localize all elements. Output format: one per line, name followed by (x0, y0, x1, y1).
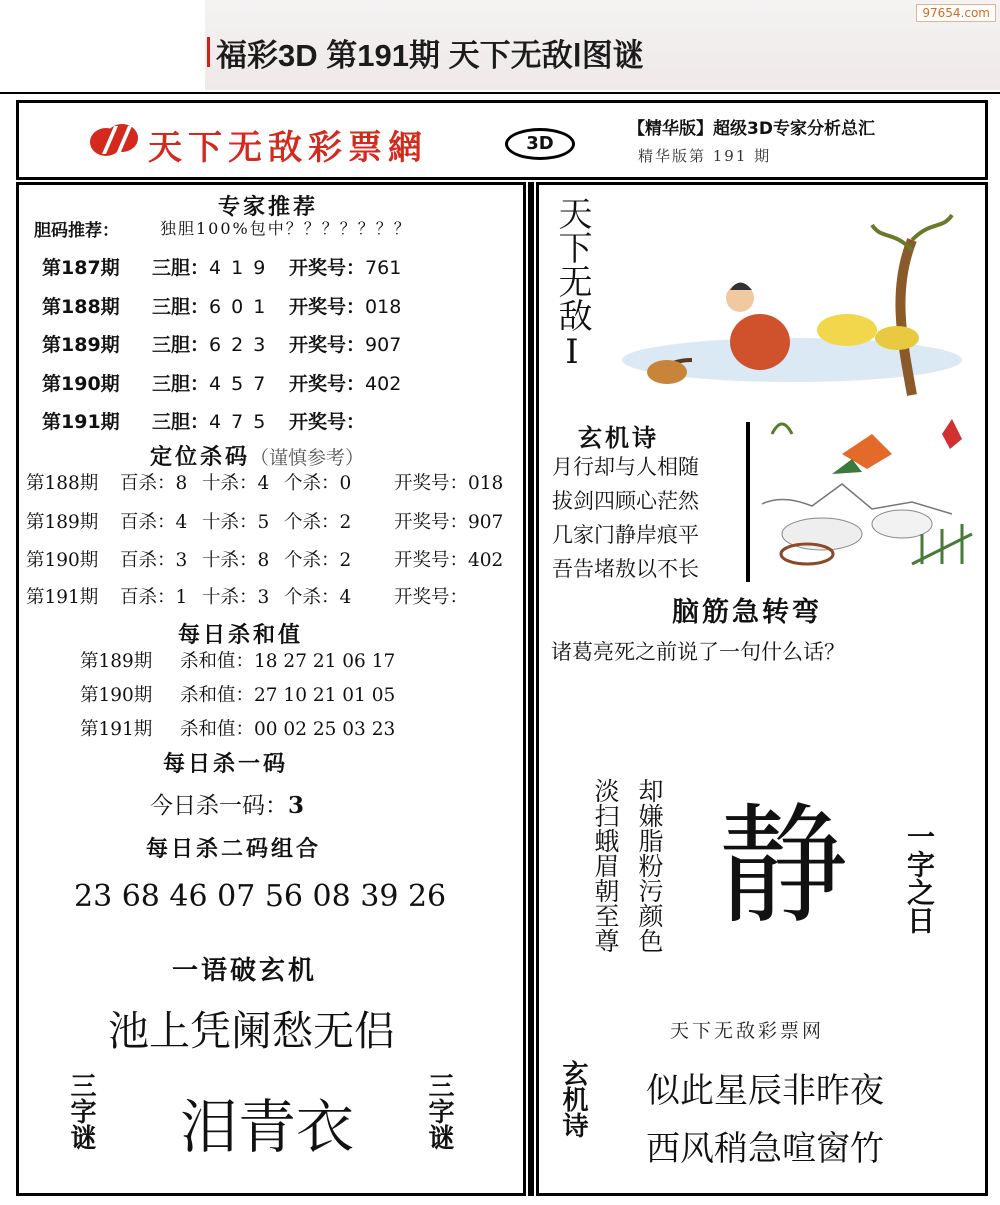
sum-kill-row (80, 647, 395, 673)
poem-line: 拔剑四顾心茫然 (552, 489, 699, 513)
units-kill: 个杀：2 (284, 550, 352, 571)
sum-kill-title: 每日杀和值 (178, 623, 304, 648)
hundreds-kill: 百杀：1 (120, 587, 188, 608)
tens-kill: 十杀：4 (202, 473, 270, 494)
units-kill: 个杀：2 (284, 512, 352, 533)
expert-row (42, 369, 401, 396)
verse-column: 淡扫蛾眉朝至尊 (591, 778, 620, 953)
period: 第190期 (80, 685, 153, 706)
kill-one-value: 3 (288, 792, 305, 819)
logo-text (148, 120, 428, 169)
draw-number: 开奖号：907 (394, 512, 504, 533)
sum-values: 27 10 21 01 05 (254, 685, 396, 706)
banker-label: 三胆： (152, 257, 210, 279)
brain-teaser-title: 脑筋急转弯 (672, 597, 822, 628)
sum-label: 杀和值： (180, 685, 255, 706)
illustration-bird-rocks (752, 414, 978, 586)
period: 第190期 (26, 550, 99, 571)
hundreds-kill: 百杀：8 (120, 473, 188, 494)
draw-label: 开奖号： (289, 334, 366, 356)
banker-digits: 4 7 5 (209, 411, 268, 433)
draw-number: 018 (365, 296, 402, 318)
expert-row (42, 292, 401, 319)
right-vertical-title: 天下无敌Ⅰ (552, 196, 592, 372)
poem-line: 吾告堵敖以不长 (552, 557, 699, 581)
draw-number: 开奖号： (394, 587, 469, 608)
poem-lines (552, 450, 699, 586)
units-kill: 个杀：0 (284, 473, 352, 494)
draw-number: 开奖号：402 (394, 550, 504, 571)
draw-number: 907 (365, 334, 402, 356)
draw-number: 402 (365, 373, 402, 395)
issue-line: 精华版第 191 期 (638, 147, 772, 165)
3d-badge: 3D (505, 128, 575, 160)
position-kill-title: 定位杀码 (150, 445, 251, 470)
banker-label: 三胆： (152, 334, 210, 356)
banker-label: 胆码推荐： (34, 221, 119, 241)
units-kill: 个杀：4 (284, 587, 352, 608)
logo-text-value: 天下无敌彩票網 (148, 128, 428, 168)
three-char-label-left: 三字谜 (66, 1072, 96, 1150)
three-char-label-right: 三字谜 (424, 1072, 454, 1150)
draw-label: 开奖号： (289, 296, 366, 318)
poem-line: 月行却与人相随 (552, 455, 699, 479)
poem2-lines (646, 1062, 884, 1178)
poem2-line: 西风稍急喧窗竹 (646, 1129, 884, 1169)
poem2-line: 似此星辰非昨夜 (646, 1071, 884, 1111)
period: 第189期 (80, 651, 153, 672)
period: 第190期 (42, 373, 120, 395)
hundreds-kill: 百杀：4 (120, 512, 188, 533)
tens-kill: 十杀：5 (202, 512, 270, 533)
draw-number: 开奖号：018 (394, 473, 504, 494)
period: 第191期 (80, 719, 153, 740)
expert-row (42, 253, 401, 280)
banker-label: 三胆： (152, 373, 210, 395)
poem-title: 玄机诗 (578, 424, 659, 452)
tens-kill: 十杀：8 (202, 550, 270, 571)
verse-column: 却嫌脂粉污颜色 (635, 778, 664, 953)
lottery-logo-icon (88, 120, 140, 160)
period: 第191期 (26, 587, 99, 608)
page-title: 福彩3D 第191期 天下无敌Ⅰ图谜 (216, 38, 644, 73)
panel-divider (528, 182, 534, 1196)
position-kill-row (26, 469, 503, 495)
one-char-answer: 静 (718, 790, 849, 942)
draw-number: 761 (365, 257, 402, 279)
expert-title: 专家推荐 (218, 195, 319, 220)
banker-digits: 6 2 3 (209, 334, 268, 356)
period: 第188期 (42, 296, 120, 318)
banker-digits: 4 1 9 (209, 257, 268, 279)
kill-two-value: 23 68 46 07 56 08 39 26 (74, 879, 447, 914)
draw-label: 开奖号： (289, 411, 366, 433)
position-kill-row (26, 546, 503, 572)
poem-divider (746, 422, 750, 582)
period: 第191期 (42, 411, 120, 433)
period: 第189期 (42, 334, 120, 356)
draw-label: 开奖号： (289, 257, 366, 279)
edition-title: 【精华版】超级3D专家分析总汇 (628, 119, 875, 139)
one-char-label: 一字之日 (903, 822, 936, 934)
banker-digits: 6 0 1 (209, 296, 268, 318)
brain-teaser-question: 诸葛亮死之前说了一句什么话？ (551, 640, 845, 664)
poem-line: 几家门静岸痕平 (552, 523, 699, 547)
sum-kill-row (80, 715, 395, 741)
one-phrase-title: 一语破玄机 (172, 956, 318, 986)
kill-one-title: 每日杀一码 (163, 752, 289, 777)
one-phrase-text: 池上凭阑愁无侣 (108, 1007, 395, 1055)
position-kill-header (150, 440, 364, 471)
banker-value: 独胆100%包中？？？？？？？ (160, 219, 412, 238)
position-kill-row (26, 583, 468, 609)
position-kill-note: （谨慎参考） (250, 447, 365, 469)
sum-kill-row (80, 681, 395, 707)
three-char-answer: 泪青衣 (180, 1093, 355, 1161)
expert-row (42, 407, 365, 434)
period: 第188期 (26, 473, 99, 494)
banker-digits: 4 5 7 (209, 373, 268, 395)
site-tag[interactable]: 97654.com (916, 4, 996, 22)
tens-kill: 十杀：3 (202, 587, 270, 608)
sum-label: 杀和值： (180, 651, 255, 672)
kill-two-title: 每日杀二码组合 (146, 837, 322, 862)
illustration-figure-tree (612, 210, 962, 400)
brand-line: 天下无敌彩票网 (670, 1020, 825, 1042)
hundreds-kill: 百杀：3 (120, 550, 188, 571)
sum-values: 18 27 21 06 17 (254, 651, 396, 672)
expert-row (42, 330, 401, 357)
period: 第187期 (42, 257, 120, 279)
kill-one-line (150, 787, 304, 820)
sum-label: 杀和值： (180, 719, 255, 740)
banker-label: 三胆： (152, 411, 210, 433)
title-accent-bar (207, 37, 210, 67)
period: 第189期 (26, 512, 99, 533)
kill-one-label: 今日杀一码： (150, 793, 288, 819)
position-kill-row (26, 508, 503, 534)
poem2-label: 玄机诗 (558, 1060, 588, 1138)
banker-label: 三胆： (152, 296, 210, 318)
sum-values: 00 02 25 03 23 (254, 719, 396, 740)
draw-label: 开奖号： (289, 373, 366, 395)
